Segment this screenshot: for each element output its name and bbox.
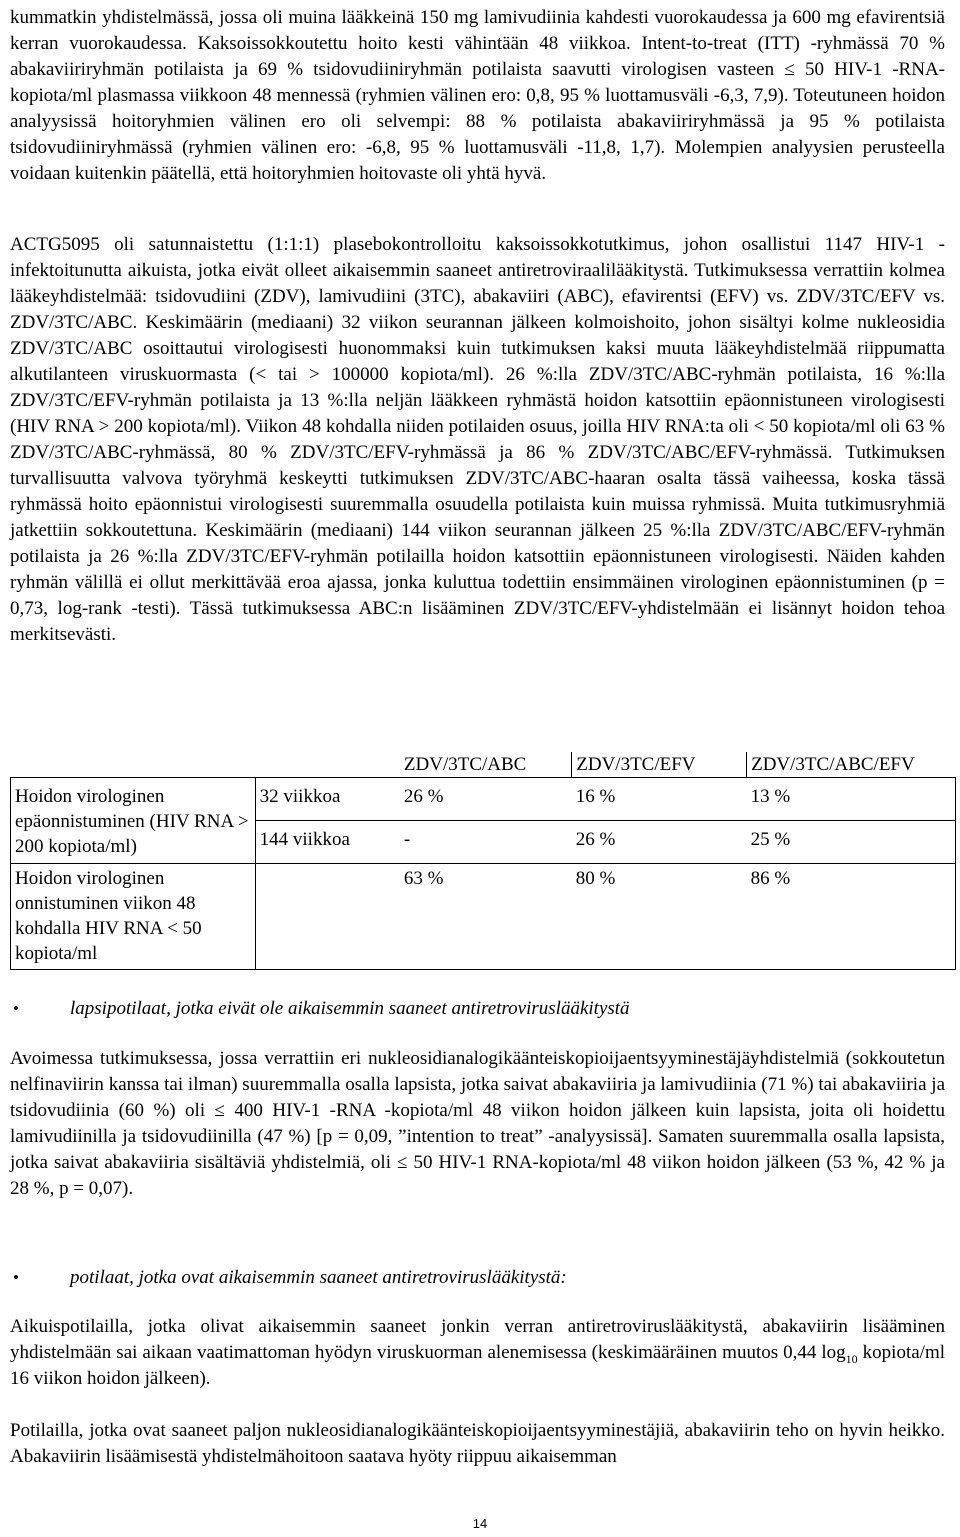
bullet-text: lapsipotilaat, jotka eivät ole aikaisemmin saaneet antiretroviruslääkitystä: [70, 998, 630, 1019]
table-cell: 26 %: [400, 778, 572, 821]
table-cell: 80 %: [572, 864, 747, 970]
bullet-icon: •: [13, 1268, 19, 1287]
bullet-text: potilaat, jotka ovat aikaisemmin saaneet antiretroviruslääkitystä:: [70, 1267, 567, 1288]
page-number: 14: [472, 1516, 488, 1531]
paragraph-actg5095: ACTG5095 oli satunnaistettu (1:1:1) plasebokontrolloitu kaksoissokkotutkimus, johon osallistui 1147 HIV-1 -infektoitunutta aikuista, jotka eivät olleet aikaisemmin saaneet antiretroviraalilääkitystä. Tutkimuksessa verrattiin kolmea lääkeyhdistelmää: tsidovudiini (ZDV), lamivudiini (3TC), abakaviiri (ABC), efavirentsi (EFV) vs. ZDV/3TC/EFV vs. ZDV/3TC/ABC. Keskimäärin (mediaani) 32 viikon seurannan jälkeen kolmoishoito, johon sisältyi kolme nukleosidia ZDV/3TC/ABC osoittautui virologisesti huonommaksi kuin tutkimuksen kaksi muuta lääkeyhdistelmää riippumatta alkutilanteen viruskuormasta (< tai > 100000 kopiota/ml). 26 %:lla ZDV/3TC/ABC-ryhmän potilaista, 16 %:lla ZDV/3TC/EFV-ryhmän potilaista ja 13 %:lla neljän lääkkeen ryhmästä hoidon katsottiin epäonnistuneen virologisesti (HIV RNA > 200 kopiota/ml). Viikon 48 kohdalla niiden potilaiden osuus, joilla HIV RNA:ta oli < 50 kopiota/ml oli 63 % ZDV/3TC/ABC-ryhmässä, 80 % ZDV/3TC/EFV-ryhmässä ja 86 % ZDV/3TC/ABC/EFV-ryhmässä. Tutkimuksen turvallisuutta valvova työryhmä keskeytti tutkimuksen ZDV/3TC/ABC-haaran osalta tässä vaiheessa, koska tässä ryhmässä hoito epäonnistui virologisesti suuremmalla osuudella potilaista kuin muissa ryhmissä. Muita tutkimusryhmiä jatkettiin sokkoutettuna. Keskimäärin (mediaani) 144 viikon seurannan jälkeen 25 %:lla ZDV/3TC/ABC/EFV-ryhmän potilaista ja 26 %:lla ZDV/3TC/EFV-ryhmän potilailla hoidon katsottiin epäonnistuneen virologisesti. Näiden kahden ryhmän välillä ei ollut merkittävää eroa ajassa, jonka kuluttua todettiin ensimmäinen virologinen epäonnistuminen (p = 0,73, log-rank -testi). Tässä tutkimuksessa ABC:n lisääminen ZDV/3TC/EFV-yhdistelmään ei lisännyt hoidon tehoa merkitsevästi.: [10, 234, 945, 645]
paragraph-study-results: kummatkin yhdistelmässä, jossa oli muina lääkkeinä 150 mg lamivudiinia kahdesti vuorokaudessa ja 600 mg efavirentsiä kerran vuorokaudessa. Kaksoissokkoutettu hoito kesti vähintään 48 viikkoa. Intent-to-treat (ITT) -ryhmässä 70 % abakaviiriryhmän potilaista ja 69 % tsidovudiiniryhmän potilaista saavutti virologisen vasteen ≤ 50 HIV-1 -RNA-kopiota/ml plasmassa viikkoon 48 mennessä (ryhmien välinen ero: 0,8, 95 % luottamusväli -6,3, 7,9). Toteutuneen hoidon analyysissä hoitoryhmien välinen ero oli selvempi: 88 % potilaista abakaviiriryhmässä ja 95 % potilaista tsidovudiiniryhmässä (ryhmien välinen ero: -6,8, 95 % luottamusväli -11,8, 1,7). Molempien analyysien perusteella voidaan kuitenkin päätellä, että hoitoryhmien hoitovaste oli yhtä hyvä.: [10, 7, 945, 184]
table-row-label: Hoidon virologinen onnistuminen viikon 48 kohdalla HIV RNA < 50 kopiota/ml: [11, 864, 256, 970]
table-header-row: [11, 752, 956, 778]
table-cell: 26 %: [572, 821, 747, 864]
table-row: [11, 778, 956, 821]
results-table: [10, 752, 956, 970]
table-time-cell: 144 viikkoa: [255, 821, 400, 864]
table-header-cell: ZDV/3TC/ABC: [400, 752, 572, 778]
table-cell: 25 %: [747, 821, 956, 864]
table-cell: -: [400, 821, 572, 864]
table-row-label: Hoidon virologinen epäonnistuminen (HIV RNA > 200 kopiota/ml): [11, 778, 256, 864]
paragraph-nrti-experienced: Potilailla, jotka ovat saaneet paljon nukleosidianalogikäänteiskopioijaentsyyminestäjiä, abakaviirin teho on hyvin heikko. Abakaviirin lisäämisestä yhdistelmähoitoon saatava hyöty riippuu aikaisemman: [10, 1420, 945, 1467]
table-header-cell: ZDV/3TC/EFV: [572, 752, 747, 778]
paragraph-adult-experienced: Aikuispotilailla, jotka olivat aikaisemmin saaneet jonkin verran antiretroviruslääkitystä, abakaviirin lisääminen yhdistelmään sai aikaan vaatimattoman hyödyn viruskuorman alenemisessa (keskimääräinen muutos 0,44 $\log_{10}$ kopiota/ml 16 viikon hoidon jälkeen).: [10, 1316, 946, 1389]
table-time-cell: 32 viikkoa: [255, 778, 400, 821]
table-cell: 86 %: [747, 864, 956, 970]
table-cell: 63 %: [400, 864, 572, 970]
table-header-cell: ZDV/3TC/ABC/EFV: [747, 752, 956, 778]
paragraph-pediatric-study: Avoimessa tutkimuksessa, jossa verrattiin eri nukleosidianalogikäänteiskopioijaentsyyminestäjäyhdistelmiä (sokkoutetun nelfinaviirin kanssa tai ilman) suuremmalla osalla lapsista, jotka saivat abakaviiria ja lamivudiinia (71 %) tai abakaviiria ja tsidovudiinia (60 %) oli ≤ 400 HIV-1 -RNA -kopiota/ml 48 viikon hoidon jälkeen kuin lapsista, joita oli hoidettu lamivudiinilla ja tsidovudiinilla (47 %) [p = 0,09, ”intention to treat” -analyysissä]. Samaten suuremmalla osalla lapsista, jotka saivat abakaviiria sisältäviä yhdistelmiä, oli ≤ 50 HIV-1 RNA-kopiota/ml 48 viikon hoidon jälkeen (53 %, 42 % ja 28 %, p = 0,07).: [10, 1048, 945, 1199]
bullet-icon: •: [13, 999, 19, 1018]
table-cell: 16 %: [572, 778, 747, 821]
table-row: [11, 864, 956, 970]
table-cell: 13 %: [747, 778, 956, 821]
